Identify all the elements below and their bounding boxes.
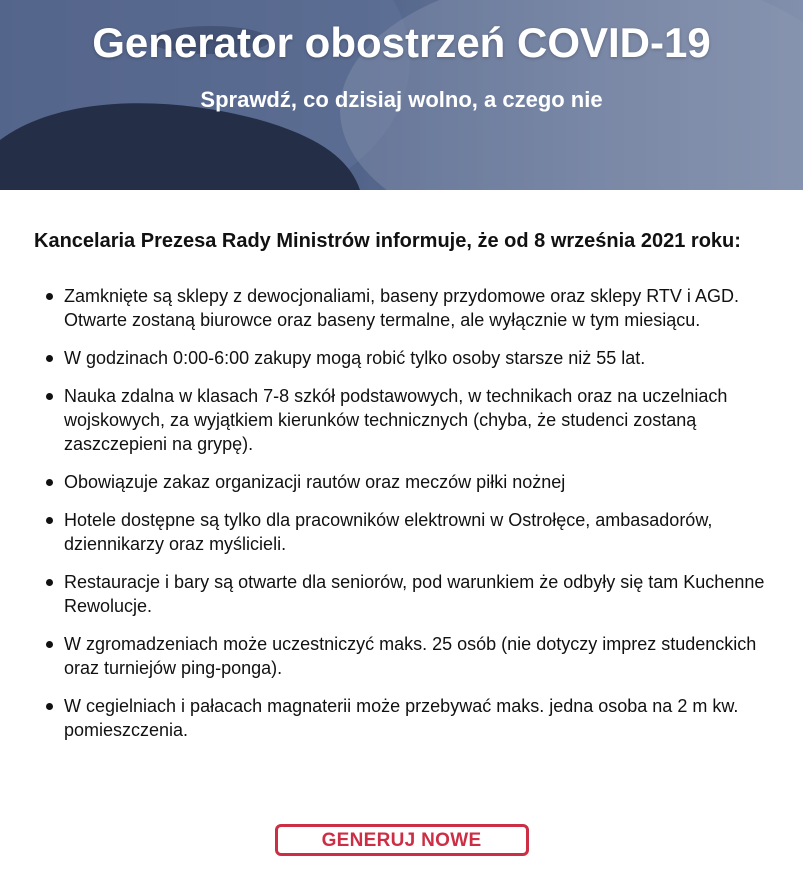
restrictions-list [34, 284, 779, 742]
bullet-icon [46, 579, 53, 586]
rule-text: Obowiązuje zakaz organizacji rautów oraz meczów piłki nożnej [64, 472, 566, 492]
rule-text: Nauka zdalna w klasach 7-8 szkół podstawowych, w technikach oraz na uczelniach wojskowych, za wyjątkiem kierunków technicznych (chyba, że studenci zostaną zaszczepieni na grypę). [64, 386, 728, 454]
rule-text: Zamknięte są sklepy z dewocjonaliami, baseny przydomowe oraz sklepy RTV i AGD. Otwarte zostaną biurowce oraz baseny termalne, ale wyłącznie w tym miesiącu. [64, 286, 739, 330]
list-item [34, 632, 779, 680]
bullet-icon [46, 517, 53, 524]
bullet-icon [46, 393, 53, 400]
list-item [34, 284, 779, 332]
rule-text: Hotele dostępne są tylko dla pracowników elektrowni w Ostrołęce, ambasadorów, dziennikarzy oraz myślicieli. [64, 510, 713, 554]
bullet-icon [46, 703, 53, 710]
rule-text: W godzinach 0:00-6:00 zakupy mogą robić tylko osoby starsze niż 55 lat. [64, 348, 646, 368]
bullet-icon [46, 293, 53, 300]
bullet-icon [46, 479, 53, 486]
list-item [34, 470, 779, 494]
bullet-icon [46, 355, 53, 362]
announcement-heading: Kancelaria Prezesa Rady Ministrów informuje, że od 8 września 2021 roku: [34, 230, 741, 252]
bullet-icon [46, 641, 53, 648]
rule-text: W cegielniach i pałacach magnaterii może przebywać maks. jedna osoba na 2 m kw. pomieszczenia. [64, 696, 739, 740]
list-item [34, 384, 779, 456]
list-item [34, 508, 779, 556]
rule-text: Restauracje i bary są otwarte dla seniorów, pod warunkiem że odbyły się tam Kuchenne Rewolucje. [64, 572, 765, 616]
list-item [34, 570, 779, 618]
button-container [0, 824, 803, 856]
main-content [0, 190, 803, 756]
page-subtitle: Sprawdź, co dzisiaj wolno, a czego nie [200, 87, 603, 112]
list-item [34, 694, 779, 742]
list-item [34, 346, 779, 370]
hero-banner [0, 0, 803, 190]
page-title: Generator obostrzeń COVID-19 [92, 19, 711, 66]
generate-new-button[interactable]: GENERUJ NOWE [275, 824, 529, 856]
rule-text: W zgromadzeniach może uczestniczyć maks. 25 osób (nie dotyczy imprez studenckich oraz turniejów ping-ponga). [64, 634, 757, 678]
